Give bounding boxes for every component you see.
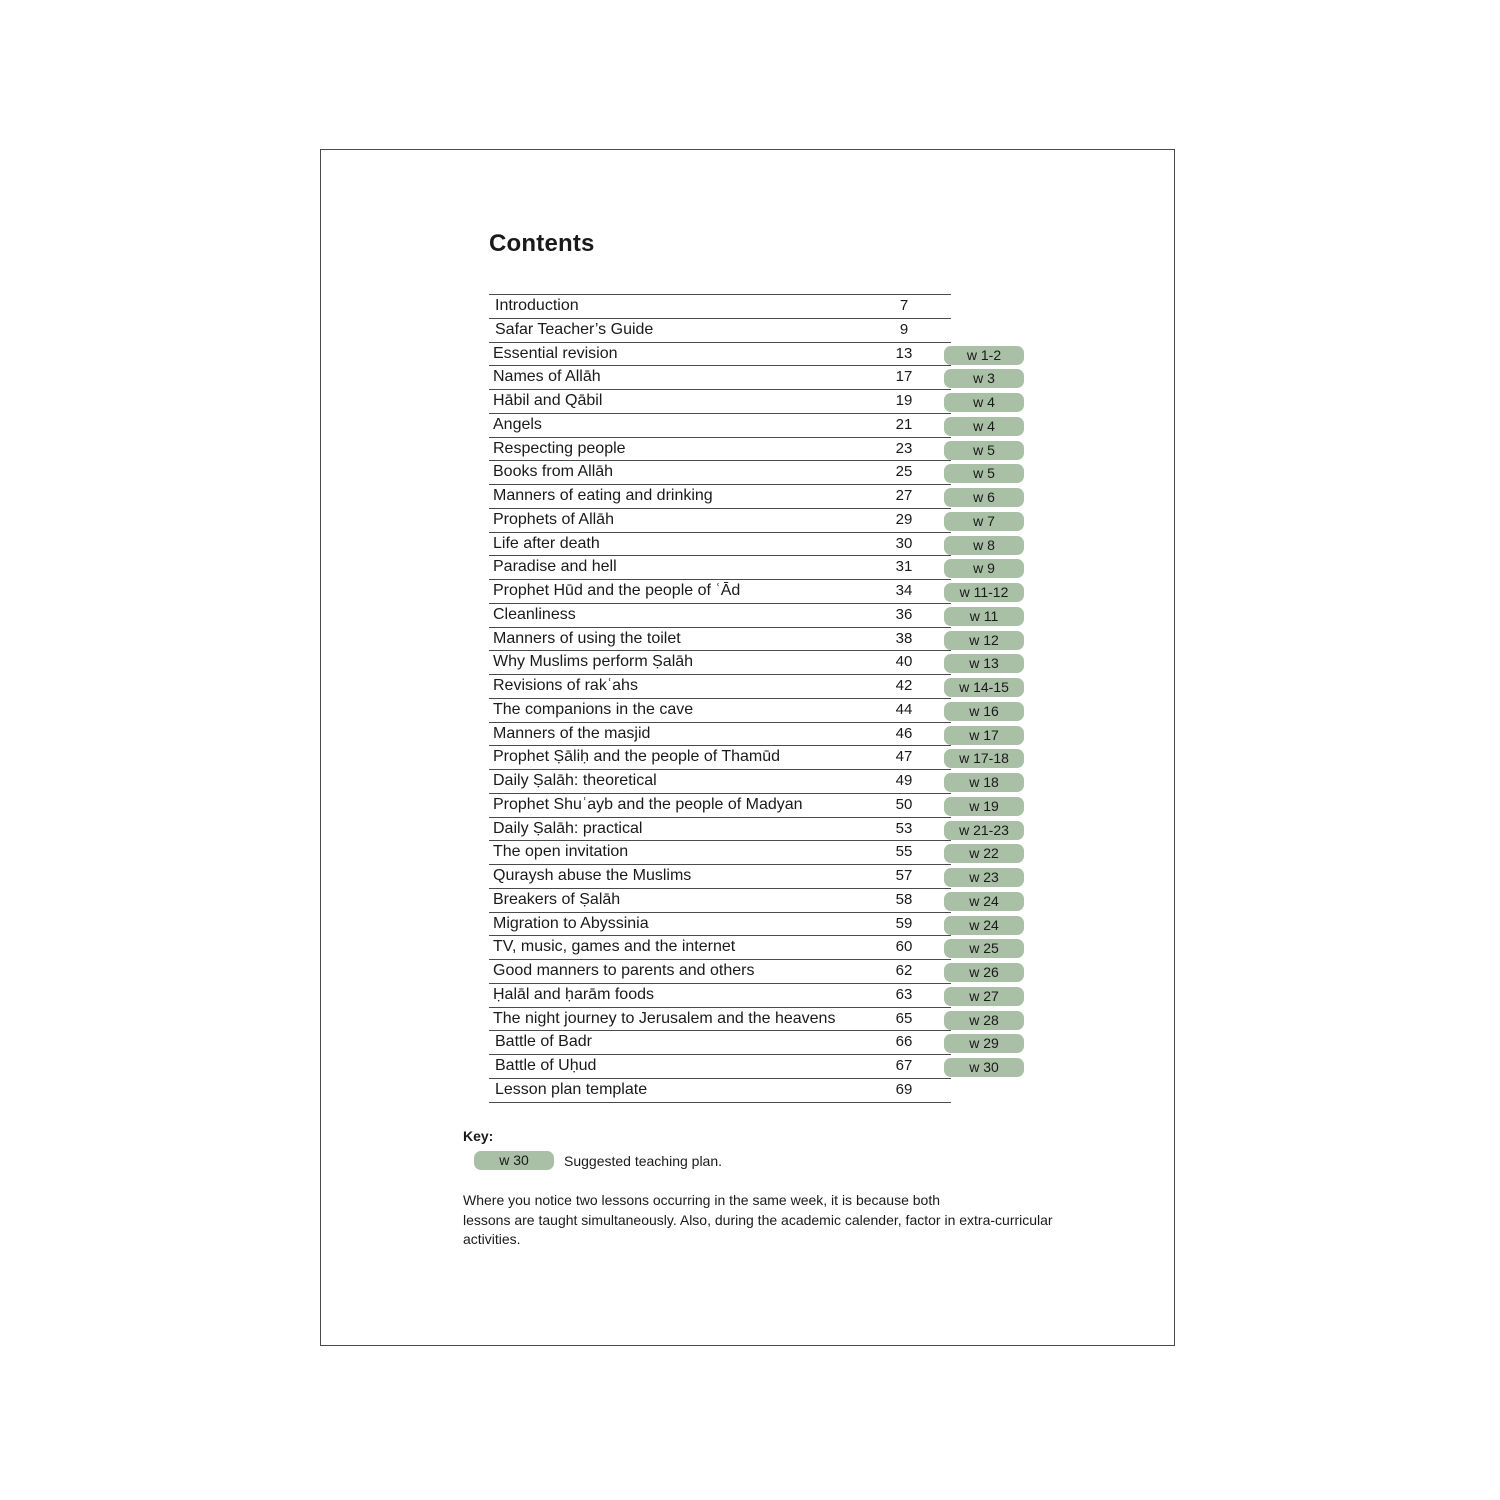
row-divider [489,627,951,628]
toc-row [489,532,1049,556]
toc-label: Quraysh abuse the Muslims [493,867,692,884]
toc-label: Angels [493,415,542,433]
row-divider [489,650,951,651]
toc-page-number: 69 [895,1080,913,1098]
toc-page-number: 23 [895,439,913,457]
toc-label: The night journey to Jerusalem and the heavens [493,1009,836,1027]
toc-label: Breakers of Ṣalāh [493,890,621,908]
row-divider [489,603,951,604]
toc-row [489,1007,1049,1031]
toc-page-number: 55 [895,843,913,861]
toc-page-number: 49 [895,772,913,789]
toc-label: Manners of the masjid [493,724,651,742]
toc-page-number: 40 [895,653,913,671]
toc-row [489,294,1049,318]
week-badge: w 16 [944,702,1024,721]
row-divider [489,389,951,390]
toc-label: Lesson plan template [495,1080,648,1098]
page-title: Contents [489,230,595,257]
row-divider [489,460,951,461]
toc-page-number: 13 [895,344,913,362]
toc-row [489,1030,1049,1054]
row-divider [489,888,951,889]
row-divider [489,294,951,295]
toc-row [489,437,1049,461]
row-divider [489,579,951,580]
row-divider [489,817,951,818]
toc-page-number: 63 [895,985,913,1003]
toc-row [489,769,1049,793]
toc-row [489,817,1049,841]
table-of-contents [489,294,1049,1103]
week-badge: w 5 [944,464,1024,483]
row-divider [489,674,951,675]
toc-label: The companions in the cave [493,700,694,718]
toc-page-number: 47 [895,748,913,766]
toc-page-number: 19 [895,392,913,409]
toc-label: Names of Allāh [493,368,601,386]
toc-label: Why Muslims perform Ṣalāh [493,653,694,671]
toc-row [489,484,1049,508]
week-badge: w 7 [944,512,1024,531]
row-divider [489,698,951,699]
toc-row [489,745,1049,769]
toc-label: Battle of Badr [495,1033,592,1051]
toc-page-number: 17 [895,368,913,386]
row-divider [489,745,951,746]
toc-label: The open invitation [493,843,629,861]
toc-page-number: 42 [895,677,913,694]
toc-row [489,579,1049,603]
toc-row [489,508,1049,532]
toc-page-number: 59 [895,914,913,932]
toc-label: Essential revision [493,344,618,362]
toc-page-number: 36 [895,605,913,623]
toc-label: Paradise and hell [493,558,617,576]
week-badge: w 11-12 [944,583,1024,602]
toc-label: Manners of eating and drinking [493,487,713,504]
row-divider [489,983,951,984]
week-badge: w 24 [944,916,1024,935]
toc-row [489,650,1049,674]
toc-row [489,840,1049,864]
toc-row [489,627,1049,651]
toc-label: Hābil and Qābil [493,392,603,409]
toc-row [489,935,1049,959]
toc-label: Life after death [493,534,600,552]
toc-label: Books from Allāh [493,463,614,481]
row-divider [489,935,951,936]
row-divider [489,769,951,770]
toc-page-number: 44 [895,700,913,718]
toc-label: Cleanliness [493,605,576,623]
note-line: lessons are taught simultaneously. Also, during the academic calender, factor in extra-curricular [463,1211,1053,1228]
row-divider [489,1007,951,1008]
key-title: Key: [463,1128,494,1144]
toc-label: Prophets of Allāh [493,510,614,528]
toc-row [489,793,1049,817]
toc-label: Good manners to parents and others [493,962,755,979]
row-divider [489,484,951,485]
toc-row [489,365,1049,389]
toc-label: TV, music, games and the internet [493,938,736,956]
toc-page-number: 46 [895,724,913,742]
week-badge: w 5 [944,441,1024,460]
toc-page-number: 34 [895,582,913,599]
row-divider [489,959,951,960]
toc-page-number: 29 [895,510,913,528]
toc-label: Manners of using the toilet [493,629,681,647]
week-badge: w 18 [944,773,1024,792]
toc-label: Ḥalāl and ḥarām foods [493,985,654,1003]
week-badge: w 12 [944,631,1024,650]
toc-page-number: 27 [895,487,913,504]
week-badge: w 4 [944,417,1024,436]
toc-page-number: 53 [895,819,913,837]
week-badge: w 27 [944,987,1024,1006]
row-divider [489,437,951,438]
week-badge: w 23 [944,868,1024,887]
toc-label: Introduction [495,297,579,314]
toc-page-number: 57 [895,867,913,884]
week-badge: w 30 [944,1058,1024,1077]
row-divider [489,318,951,319]
toc-page-number: 60 [895,938,913,956]
week-badge: w 19 [944,797,1024,816]
toc-row [489,674,1049,698]
toc-row [489,1054,1049,1078]
week-badge: w 21-23 [944,821,1024,840]
week-badge: w 9 [944,559,1024,578]
toc-page-number: 67 [895,1057,913,1074]
toc-row [489,460,1049,484]
toc-page-number: 65 [895,1009,913,1027]
row-divider [489,555,951,556]
toc-label: Migration to Abyssinia [493,914,649,932]
week-badge: w 29 [944,1034,1024,1053]
toc-row [489,1078,1049,1102]
row-divider [489,413,951,414]
toc-row [489,722,1049,746]
toc-page-number: 25 [895,463,913,481]
week-badge: w 1-2 [944,346,1024,365]
row-divider [489,840,951,841]
row-divider [489,1054,951,1055]
week-badge: w 6 [944,488,1024,507]
note-paragraph [463,1191,1103,1250]
week-badge: w 3 [944,369,1024,388]
toc-label: Revisions of rakʿahs [493,677,638,694]
key-week-badge: w 30 [474,1151,554,1170]
toc-label: Daily Ṣalāh: practical [493,819,643,837]
toc-page-number: 31 [895,558,913,576]
toc-page-number: 38 [895,629,913,647]
row-divider [489,1030,951,1031]
row-divider [489,508,951,509]
week-badge: w 25 [944,939,1024,958]
row-divider [489,864,951,865]
toc-row [489,389,1049,413]
toc-page-number: 21 [895,415,913,433]
week-badge: w 4 [944,393,1024,412]
week-badge: w 13 [944,654,1024,673]
toc-row [489,959,1049,983]
toc-row [489,603,1049,627]
toc-row [489,555,1049,579]
row-divider [489,342,951,343]
toc-page-number: 30 [895,534,913,552]
toc-label: Respecting people [493,439,626,457]
toc-page-number: 66 [895,1033,913,1051]
toc-label: Battle of Uḥud [495,1057,597,1074]
toc-page-number: 7 [899,297,909,314]
toc-page-number: 9 [899,320,909,338]
key-description: Suggested teaching plan. [564,1153,723,1169]
toc-row [489,318,1049,342]
toc-row [489,912,1049,936]
note-line: Where you notice two lessons occurring in the same week, it is because both [463,1192,941,1208]
week-badge: w 8 [944,536,1024,555]
toc-row [489,342,1049,366]
toc-label: Safar Teacher’s Guide [495,320,654,338]
week-badge: w 11 [944,607,1024,626]
week-badge: w 14-15 [944,678,1024,697]
toc-label: Daily Ṣalāh: theoretical [493,772,657,789]
toc-bottom-rule [489,1102,951,1103]
row-divider [489,912,951,913]
week-badge: w 28 [944,1011,1024,1030]
row-divider [489,365,951,366]
toc-page-number: 62 [895,962,913,979]
toc-row [489,983,1049,1007]
toc-page-number: 50 [895,795,913,813]
toc-row [489,413,1049,437]
row-divider [489,532,951,533]
week-badge: w 24 [944,892,1024,911]
week-badge: w 22 [944,844,1024,863]
toc-row [489,864,1049,888]
row-divider [489,722,951,723]
toc-label: Prophet Shuʿayb and the people of Madyan [493,795,803,813]
row-divider [489,793,951,794]
week-badge: w 26 [944,963,1024,982]
row-divider [489,1078,951,1079]
toc-row [489,888,1049,912]
toc-label: Prophet Hūd and the people of ʿĀd [493,582,741,599]
note-line: activities. [463,1231,521,1247]
toc-row [489,698,1049,722]
week-badge: w 17 [944,726,1024,745]
week-badge: w 17-18 [944,749,1024,768]
toc-page-number: 58 [895,890,913,908]
toc-label: Prophet Ṣāliḥ and the people of Thamūd [493,748,781,766]
